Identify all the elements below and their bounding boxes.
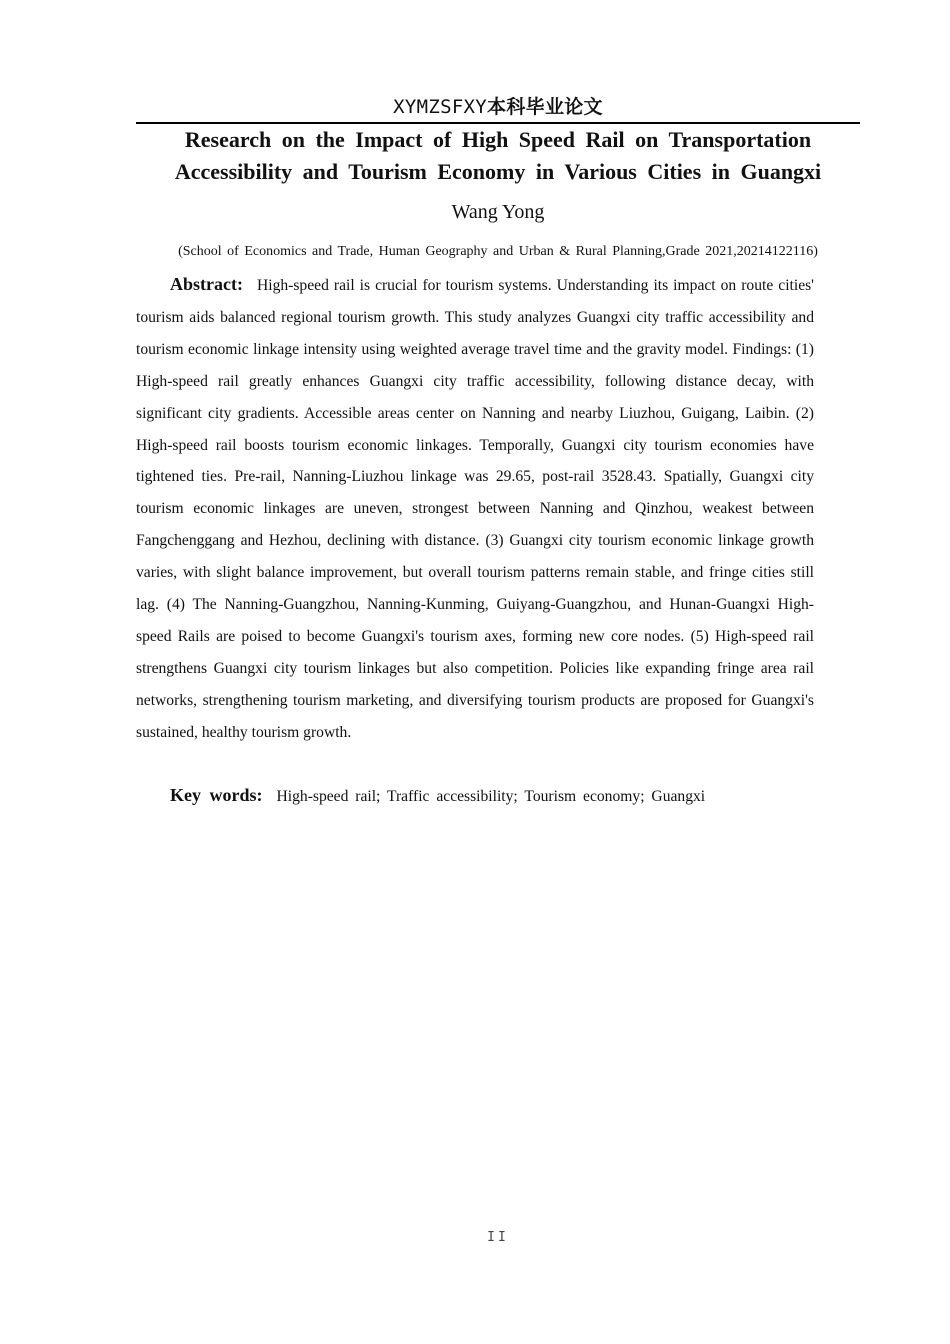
paper-title	[136, 124, 860, 188]
author-name: Wang Yong	[451, 201, 545, 223]
keywords-label: Key words:	[170, 785, 263, 805]
author-affiliation: (School of Economics and Trade, Human Geography and Urban & Rural Planning,Grade 2021,20214122116)	[178, 244, 818, 259]
abstract-label: Abstract:	[170, 274, 243, 294]
keywords-text: High-speed rail; Traffic accessibility; Tourism economy; Guangxi	[276, 788, 706, 805]
keywords-paragraph	[170, 779, 820, 813]
abstract-text: High-speed rail is crucial for tourism systems. Understanding its impact on route cities' tourism aids balanced regional tourism growth. This study analyzes Guangxi city traffic accessibility and tourism economic linkage intensity using weighted average travel time and the gravity model. Findings: (1) High-speed rail greatly enhances Guangxi city traffic accessibility, following distance decay, with significant city gradients. Accessible areas center on Nanning and nearby Liuzhou, Guigang, Laibin. (2) High-speed rail boosts tourism economic linkages. Temporally, Guangxi city tourism economies have tightened ties. Pre-rail, Nanning-Liuzhou linkage was 29.65, post-rail 3528.43. Spatially, Guangxi city tourism economic linkages are uneven, strongest between Nanning and Qinzhou, weakest between Fangchenggang and Hezhou, declining with distance. (3) Guangxi city tourism economic linkage growth varies, with slight balance improvement, but overall tourism patterns remain stable, and fringe cities still lag. (4) The Nanning-Guangzhou, Nanning-Kunming, Guiyang-Guangzhou, and Hunan-Guangxi High-speed Rails are poised to become Guangxi's tourism axes, forming new core nodes. (5) High-speed rail strengthens Guangxi city tourism linkages but also competition. Policies like expanding fringe area rail networks, strengthening tourism marketing, and diversifying tourism products are proposed for Guangxi's sustained, healthy tourism growth.	[136, 277, 814, 741]
page-number: II	[487, 1230, 509, 1245]
page-header	[136, 92, 860, 124]
title-line-2: Accessibility and Tourism Economy in Various Cities in Guangxi	[174, 159, 822, 184]
header-suffix: 本科毕业论文	[487, 96, 603, 118]
title-line-1: Research on the Impact of High Speed Rail on Transportation	[184, 127, 812, 152]
header-code: XYMZSFXY	[393, 96, 488, 118]
abstract-paragraph	[136, 269, 814, 749]
